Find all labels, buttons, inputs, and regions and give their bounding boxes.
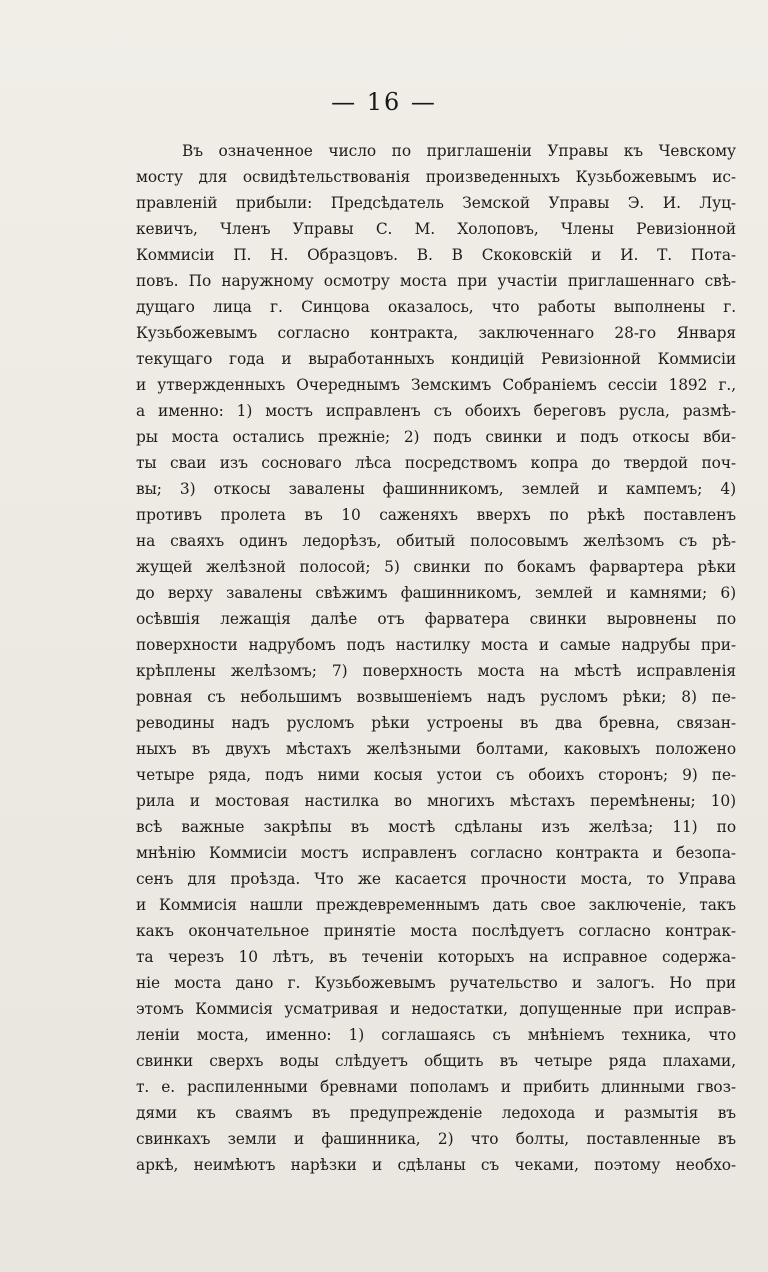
text-line: повъ. По наружному осмотру моста при участіи приглашеннаго свѣ- bbox=[136, 272, 736, 290]
text-line: сенъ для проѣзда. Что же касается прочности моста, то Управа bbox=[136, 870, 736, 888]
text-line: мосту для освидѣтельствованія произведенныхъ Кузьбожевымъ ис- bbox=[136, 168, 736, 186]
text-line: свинки сверхъ воды слѣдуетъ общить въ четыре ряда плахами, bbox=[136, 1052, 736, 1070]
page-number: — 16 — bbox=[331, 88, 437, 116]
text-line: леніи моста, именно: 1) соглашаясь съ мнѣніемъ техника, что bbox=[136, 1026, 736, 1044]
text-line: реводины надъ русломъ рѣки устроены въ два бревна, связан- bbox=[136, 714, 736, 732]
text-line: крѣплены желѣзомъ; 7) поверхность моста на мѣстѣ исправленія bbox=[136, 662, 736, 680]
text-line: на сваяхъ одинъ ледорѣзъ, обитый полосовымъ желѣзомъ съ рѣ- bbox=[136, 532, 736, 550]
text-line: жущей желѣзной полосой; 5) свинки по бокамъ фарвартера рѣки bbox=[136, 558, 736, 576]
text-line: текущаго года и выработанныхъ кондицій Ревизіонной Коммисіи bbox=[136, 350, 736, 368]
body-text bbox=[136, 138, 736, 1178]
text-line: ровная съ небольшимъ возвышеніемъ надъ русломъ рѣки; 8) пе- bbox=[136, 688, 736, 706]
text-line: дущаго лица г. Синцова оказалось, что работы выполнены г. bbox=[136, 298, 736, 316]
text-line: противъ пролета въ 10 саженяхъ вверхъ по рѣкѣ поставленъ bbox=[136, 506, 736, 524]
text-line: аркѣ, неимѣютъ нарѣзки и сдѣланы съ чеками, поэтому необхо- bbox=[136, 1156, 736, 1174]
text-line: правленій прибыли: Предсѣдатель Земской Управы Э. И. Луц- bbox=[136, 194, 736, 212]
text-line: Въ означенное число по приглашеніи Управы къ Чевскому bbox=[182, 142, 736, 160]
text-line: осѣвшія лежащія далѣе отъ фарватера свинки выровнены по bbox=[136, 610, 736, 628]
text-line: четыре ряда, подъ ними косыя устои съ обоихъ сторонъ; 9) пе- bbox=[136, 766, 736, 784]
text-line: мнѣнію Коммисіи мостъ исправленъ согласно контракта и безопа- bbox=[136, 844, 736, 862]
text-line: до верху завалены свѣжимъ фашинникомъ, землей и камнями; 6) bbox=[136, 584, 736, 602]
text-line: а именно: 1) мостъ исправленъ съ обоихъ береговъ русла, размѣ- bbox=[136, 402, 736, 420]
text-line: всѣ важные закрѣпы въ мостѣ сдѣланы изъ желѣза; 11) по bbox=[136, 818, 736, 836]
text-line: ры моста остались прежніе; 2) подъ свинки и подъ откосы вби- bbox=[136, 428, 736, 446]
text-line: та черезъ 10 лѣтъ, въ теченіи которыхъ на исправное содержа- bbox=[136, 948, 736, 966]
text-line: свинкахъ земли и фашинника, 2) что болты, поставленные въ bbox=[136, 1130, 736, 1148]
text-line: Кузьбожевымъ согласно контракта, заключеннаго 28-го Января bbox=[136, 324, 736, 342]
text-line: и утвержденныхъ Очереднымъ Земскимъ Собраніемъ сессіи 1892 г., bbox=[136, 376, 736, 394]
text-line: ты сваи изъ сосноваго лѣса посредствомъ копра до твердой поч- bbox=[136, 454, 736, 472]
text-line: рила и мостовая настилка во многихъ мѣстахъ перемѣнены; 10) bbox=[136, 792, 736, 810]
text-line: кевичъ, Членъ Управы С. М. Холоповъ, Члены Ревизіонной bbox=[136, 220, 736, 238]
text-line: вы; 3) откосы завалены фашинникомъ, землей и кампемъ; 4) bbox=[136, 480, 736, 498]
text-line: ніе моста дано г. Кузьбожевымъ ручательство и залогъ. Но при bbox=[136, 974, 736, 992]
text-line: какъ окончательное принятіе моста послѣдуетъ согласно контрак- bbox=[136, 922, 736, 940]
text-line: ныхъ въ двухъ мѣстахъ желѣзными болтами, каковыхъ положено bbox=[136, 740, 736, 758]
text-line: Коммисіи П. Н. Образцовъ. В. В Скоковскій и И. Т. Пота- bbox=[136, 246, 736, 264]
text-line: дями къ сваямъ въ предупрежденіе ледохода и размытія въ bbox=[136, 1104, 736, 1122]
text-line: т. е. распиленными бревнами пополамъ и прибить длинными гвоз- bbox=[136, 1078, 736, 1096]
text-line: этомъ Коммисія усматривая и недостатки, допущенные при исправ- bbox=[136, 1000, 736, 1018]
text-line: поверхности надрубомъ подъ настилку моста и самые надрубы при- bbox=[136, 636, 736, 654]
text-line: и Коммисія нашли преждевременнымъ дать свое заключеніе, такъ bbox=[136, 896, 736, 914]
